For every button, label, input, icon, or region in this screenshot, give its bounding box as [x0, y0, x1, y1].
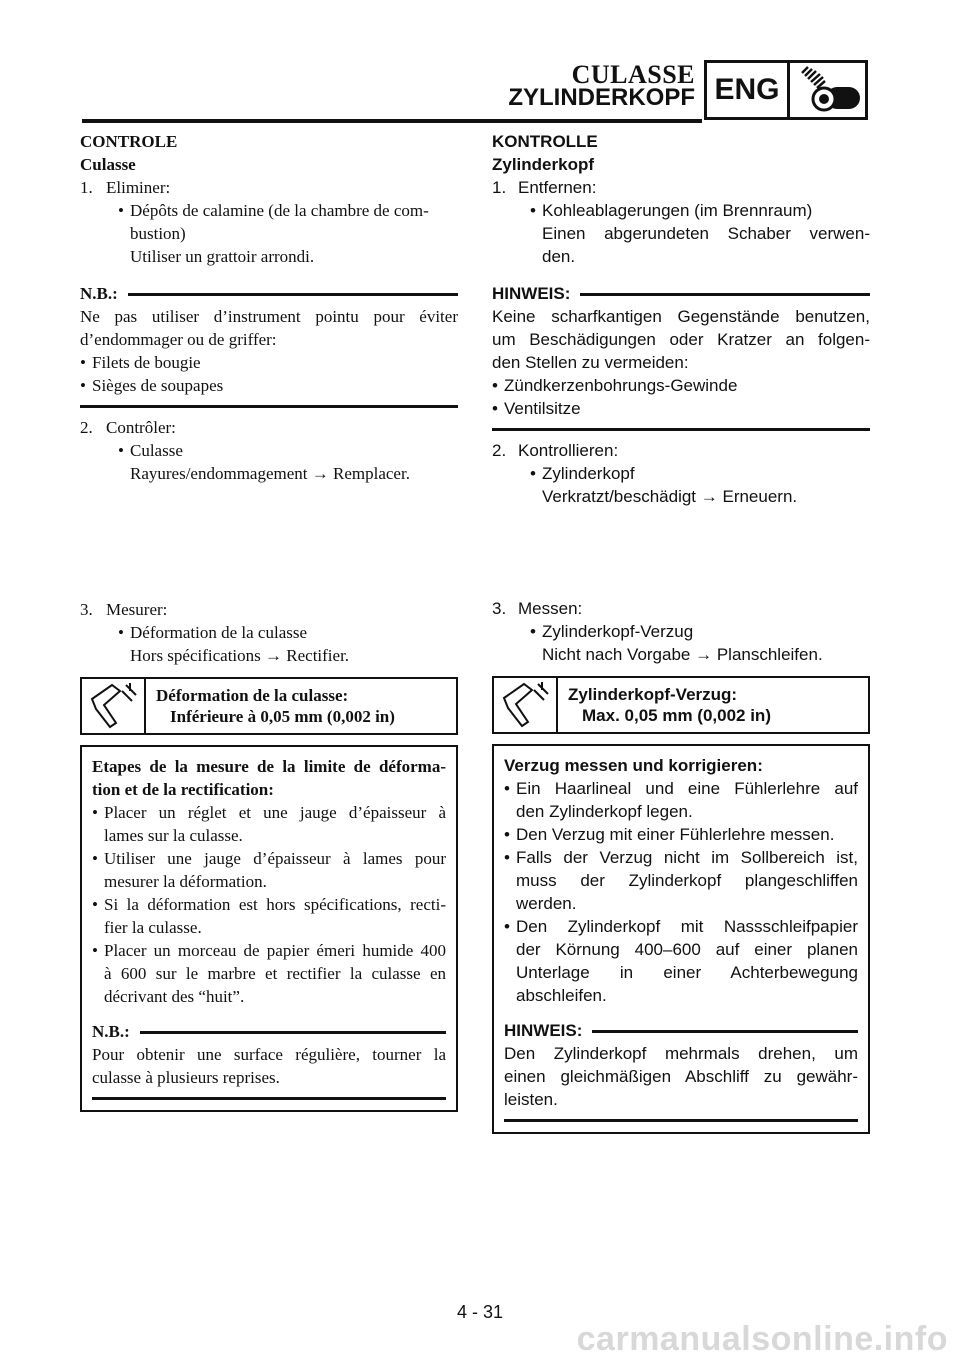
list-item: • Filets de bougie — [80, 353, 201, 372]
list-item: • Sièges de soupapes — [80, 376, 224, 395]
list-item: • Placer un morceau de papier émeri humide 400 à 600 sur le marbre et rectifier la culasse en décrivant des “huit”. — [92, 941, 446, 1006]
spec-value: Max. 0,05 mm (0,002 in) — [582, 706, 771, 725]
step-note: Verkratzt/beschädigt → Erneuern. — [542, 487, 798, 506]
list-item: • Zündkerzenbohrungs-Gewinde — [492, 376, 738, 395]
note-end-rule — [492, 428, 870, 431]
note-text: den Stellen zu vermeiden: — [492, 353, 689, 372]
note-text: um Beschädigungen oder Kratzer an folgen- — [492, 330, 870, 349]
list-item: • Kohleablagerungen (im Brennraum) — [530, 201, 813, 220]
note-text: culasse à plusieurs reprises. — [92, 1068, 280, 1087]
list-item: • Zylinderkopf — [530, 464, 635, 483]
page-title-de: ZYLINDERKOPF — [508, 84, 695, 111]
list-item: • Placer un réglet et une jauge d’épaisseur à lames sur la culasse. — [92, 803, 446, 845]
step-note: Einen abgerundeten Schaber verwen- — [542, 224, 870, 243]
step-label: Eliminer: — [106, 178, 171, 197]
step-3: 3. Messen: — [492, 599, 583, 618]
note-text: einen gleichmäßigen Abschliff zu gewähr- — [504, 1067, 858, 1086]
procedure-box — [80, 745, 458, 1112]
list-item: • Dépôts de calamine (de la chambre de com- — [118, 201, 429, 220]
watermark: carmanualsonline.info — [576, 1320, 948, 1358]
list-item: • Ein Haarlineal und eine Fühlerlehre auf den Zylinderkopf legen. — [504, 779, 858, 821]
list-item: • Si la déformation est hors spécifications, recti- fier la culasse. — [92, 895, 446, 937]
step-note: Nicht nach Vorgabe → Planschleifen. — [542, 645, 823, 664]
list-item-cont: bustion) — [130, 224, 186, 243]
procedure-title: tion et de la rectification: — [92, 780, 274, 799]
note-header: HINWEIS: — [504, 1019, 858, 1042]
caliper-icon — [82, 679, 146, 733]
note-text: d’endommager ou de griffer: — [80, 330, 277, 349]
step-1: 1. Entfernen: — [492, 178, 597, 197]
german-column — [492, 128, 870, 1134]
spec-title: Zylinderkopf-Verzug: — [568, 685, 738, 704]
step-2: 2. Kontrollieren: — [492, 441, 619, 460]
french-column — [80, 128, 458, 1112]
list-item: • Utiliser une jauge d’épaisseur à lames pour mesurer la déformation. — [92, 849, 446, 891]
spec-title: Déformation de la culasse: — [156, 686, 349, 705]
list-item: • Culasse — [118, 441, 183, 460]
procedure-box — [492, 744, 870, 1134]
page-title-fr: CULASSE — [571, 60, 695, 89]
list-item: • Ventilsitze — [492, 399, 581, 418]
spec-value: Inférieure à 0,05 mm (0,002 in) — [170, 707, 395, 726]
note-text: Keine scharfkantigen Gegenstände benutzen, — [492, 307, 870, 326]
step-3: 3. Mesurer: — [80, 600, 168, 619]
engine-wrench-icon — [790, 60, 868, 120]
procedure-title: Verzug messen und korrigieren: — [504, 756, 763, 775]
note-end-rule — [92, 1097, 446, 1100]
step-note: Utiliser un grattoir arrondi. — [130, 247, 315, 266]
note-header: N.B.: — [92, 1020, 446, 1043]
subheading: Zylinderkopf — [492, 155, 595, 174]
list-item: • Zylinderkopf-Verzug — [530, 622, 694, 641]
list-item: • Den Verzug mit einer Fühlerlehre messen. — [504, 825, 835, 844]
step-note: Hors spécifications → Rectifier. — [130, 646, 350, 665]
list-item: • Déformation de la culasse — [118, 623, 308, 642]
step-note: den. — [542, 247, 576, 266]
section-heading: KONTROLLE — [492, 132, 598, 151]
section-heading: CONTROLE — [80, 132, 178, 151]
list-item: • Den Zylinderkopf mit Nassschleifpapier der Körnung 400–600 auf einer planen Unterlage in einer Achterbewegung abschleifen. — [504, 917, 858, 1005]
caliper-icon — [494, 678, 558, 732]
step-note: Rayures/endommagement → Remplacer. — [130, 464, 410, 483]
step-number: 1. — [80, 178, 93, 197]
subheading: Culasse — [80, 155, 136, 174]
note-end-rule — [504, 1119, 858, 1122]
note-header: HINWEIS: — [492, 282, 870, 305]
note-header: N.B.: — [80, 282, 458, 305]
page-number: 4 - 31 — [456, 1302, 504, 1322]
step-2: 2. Contrôler: — [80, 418, 176, 437]
spec-box — [492, 676, 870, 734]
note-text: Ne pas utiliser d’instrument pointu pour éviter — [80, 307, 458, 326]
spec-box — [80, 677, 458, 735]
step-1 — [80, 176, 458, 199]
list-item: • Falls der Verzug nicht im Sollbereich ist, muss der Zylinderkopf plangeschliffen werden. — [504, 848, 858, 913]
note-end-rule — [80, 405, 458, 408]
section-tag: ENG — [704, 60, 790, 120]
note-text: Pour obtenir une surface régulière, tourner la — [92, 1045, 446, 1064]
procedure-title: Etapes de la mesure de la limite de déforma- — [92, 757, 446, 776]
header-rule — [82, 119, 702, 123]
note-text: leisten. — [504, 1090, 558, 1109]
note-text: Den Zylinderkopf mehrmals drehen, um — [504, 1044, 858, 1063]
